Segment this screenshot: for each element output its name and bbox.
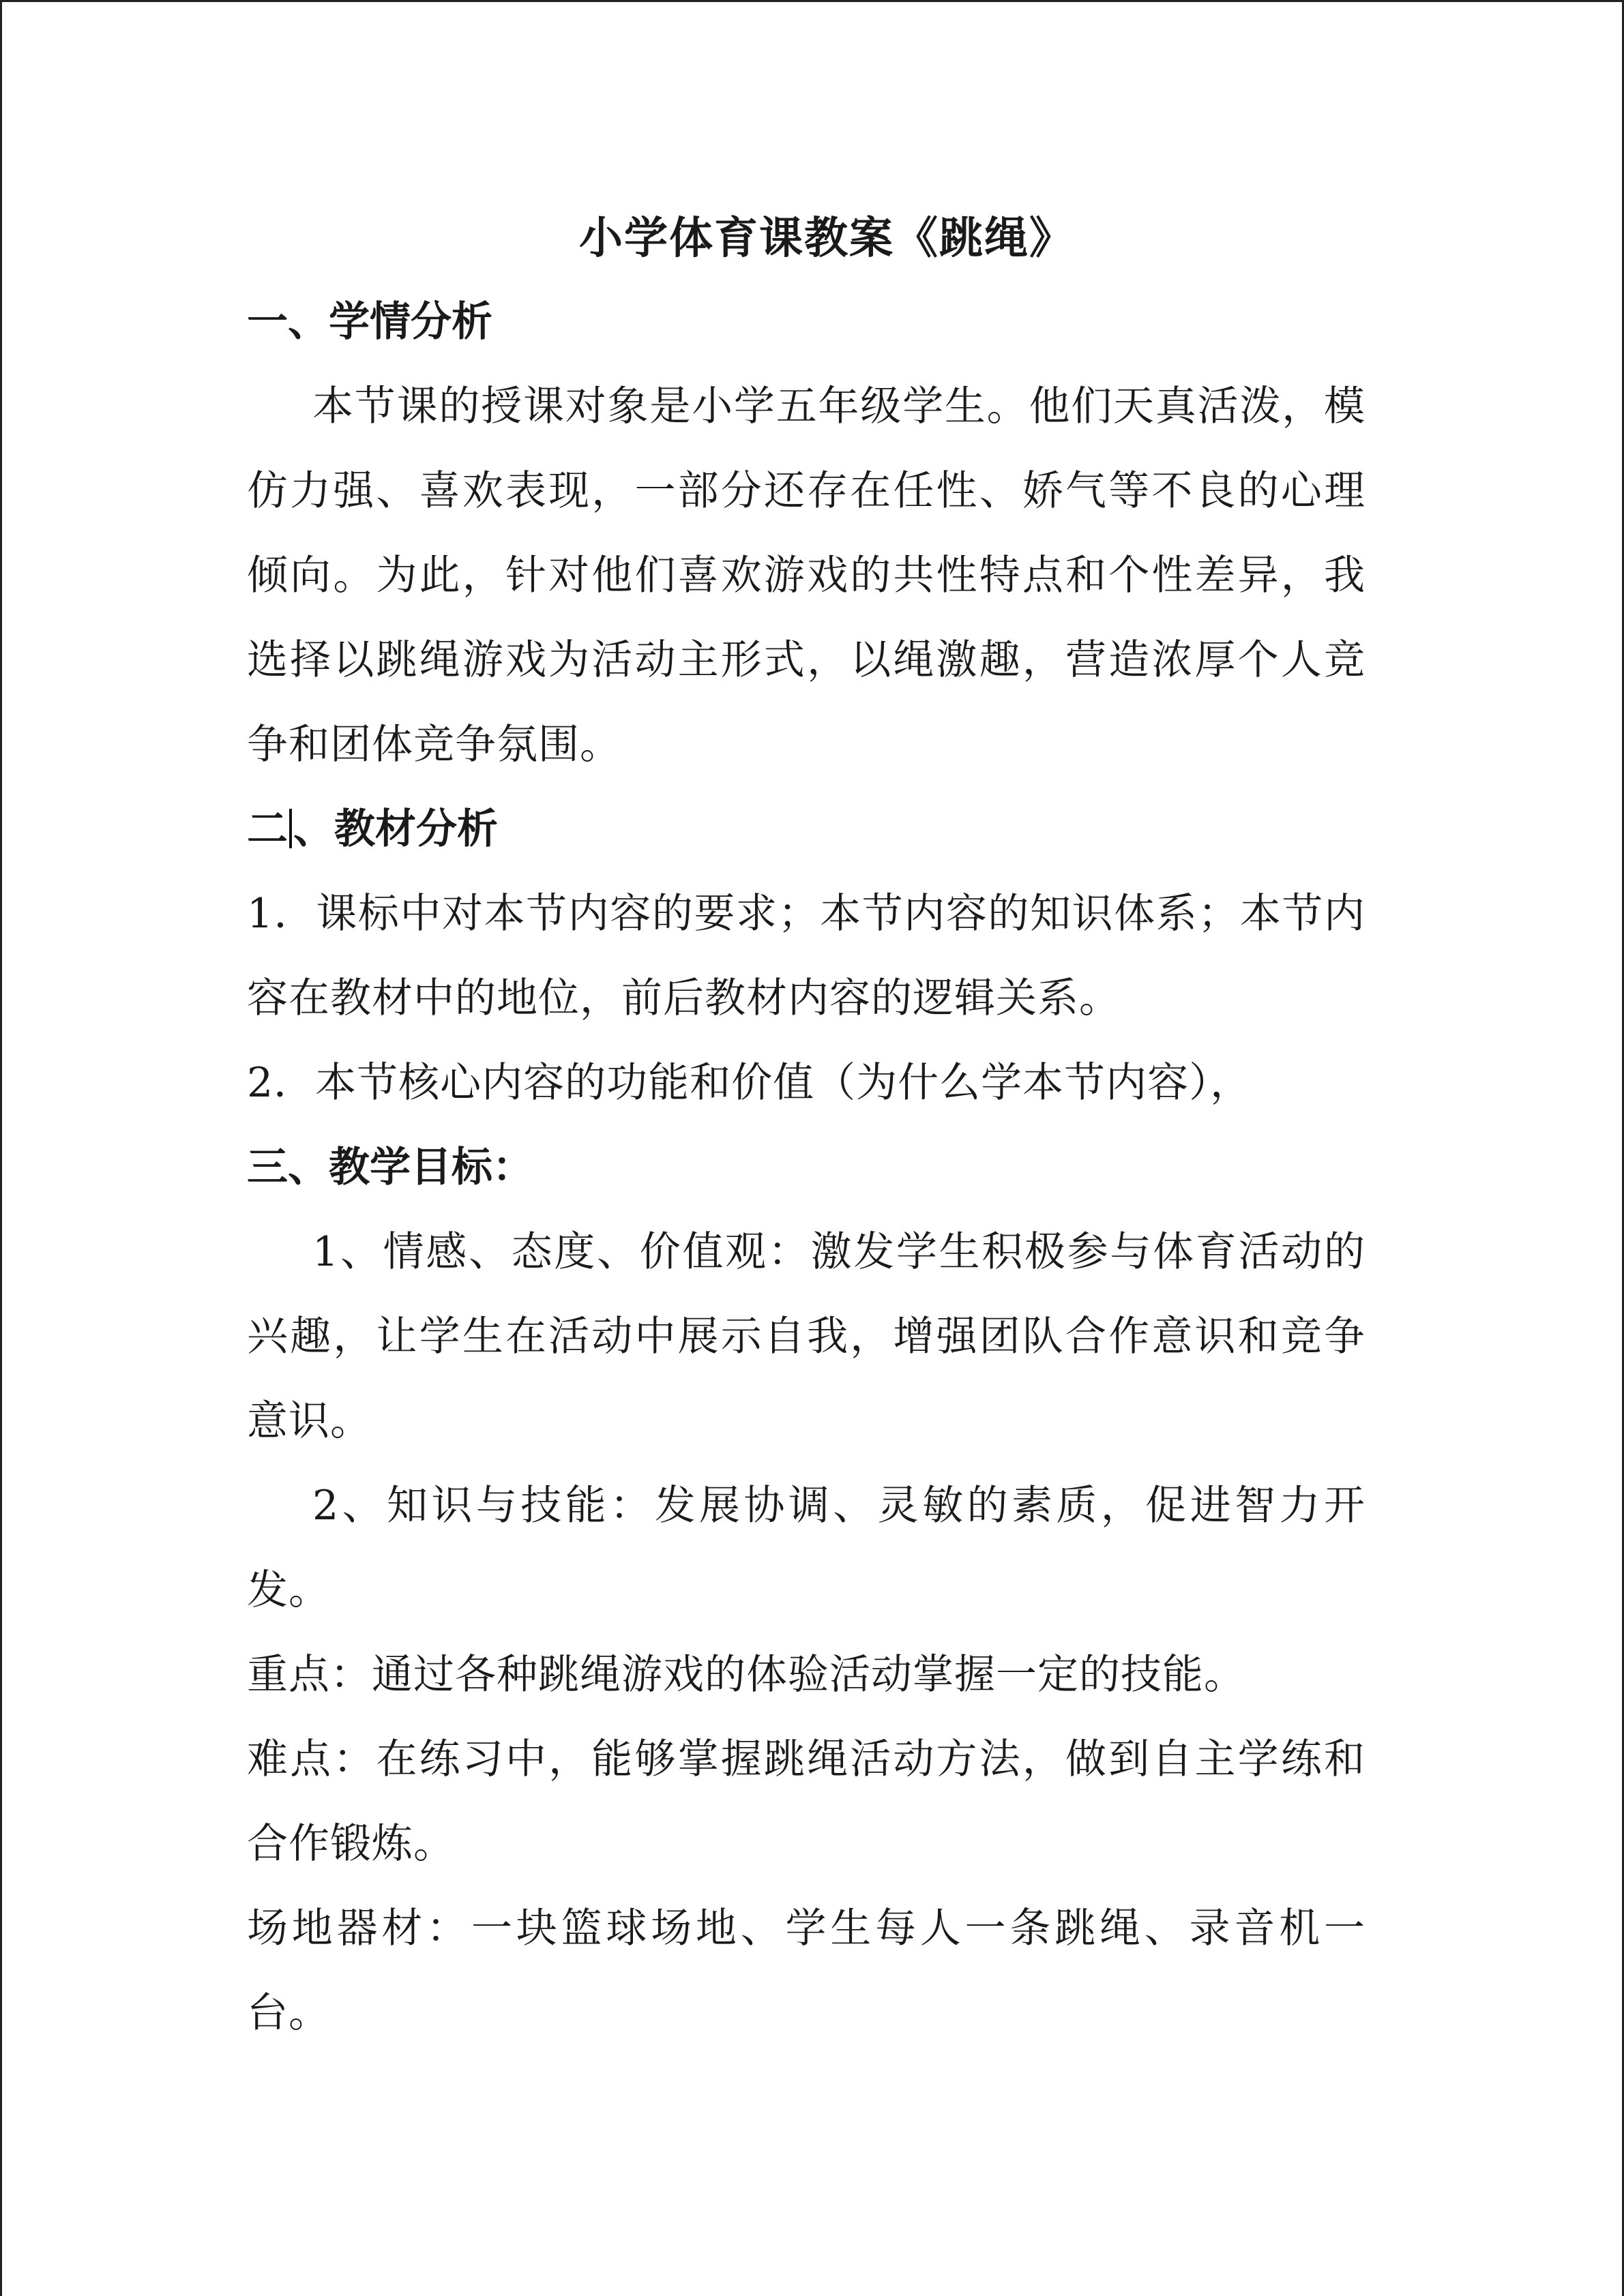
text-cursor: [289, 809, 292, 848]
goal-item-1: 1、情感、态度、价值观：激发学生积极参与体育活动的兴趣，让学生在活动中展示自我，增强团队合作意识和竞争意识。: [247, 1228, 1365, 1445]
key-point: 重点：通过各种跳绳游戏的体验活动掌握一定的技能。: [247, 1651, 1245, 1699]
goal-item-2: 2、知识与技能：发展协调、灵敏的素质，促进智力开发。: [247, 1482, 1365, 1614]
heading-number: 二: [247, 805, 288, 853]
section-heading-material-analysis: [247, 787, 1365, 871]
difficulty-point: 难点：在练习中，能够掌握跳绳活动方法，做到自主学练和合作锻炼。: [247, 1735, 1365, 1868]
page-border-left: [0, 0, 2, 2296]
equipment-list: 场地器材：一块篮球场地、学生每人一条跳绳、录音机一台。: [247, 1905, 1365, 2037]
material-item-1: 1．课标中对本节内容的要求；本节内容的知识体系；本节内容在教材中的地位，前后教材内容的逻辑关系。: [247, 890, 1365, 1022]
material-item-2: 2．本节核心内容的功能和价值（为什么学本节内容），: [247, 1059, 1252, 1107]
heading-text: 、教材分析: [293, 805, 498, 853]
student-analysis-paragraph: 本节课的授课对象是小学五年级学生。他们天真活泼，模仿力强、喜欢表现，一部分还存在任性、娇气等不良的心理倾向。为此，针对他们喜欢游戏的共性特点和个性差异，我选择以跳绳游戏为活动主形式，以绳激趣，营造浓厚个人竞争和团体竞争氛围。: [247, 383, 1365, 769]
section-heading-student-analysis: 一、学情分析: [247, 298, 492, 346]
document-title: 小学体育课教案《跳绳》: [579, 213, 1074, 264]
page-border-top: [0, 0, 1624, 2]
document-body: [247, 198, 1365, 2055]
section-heading-teaching-goals: 三、教学目标：: [247, 1144, 533, 1191]
